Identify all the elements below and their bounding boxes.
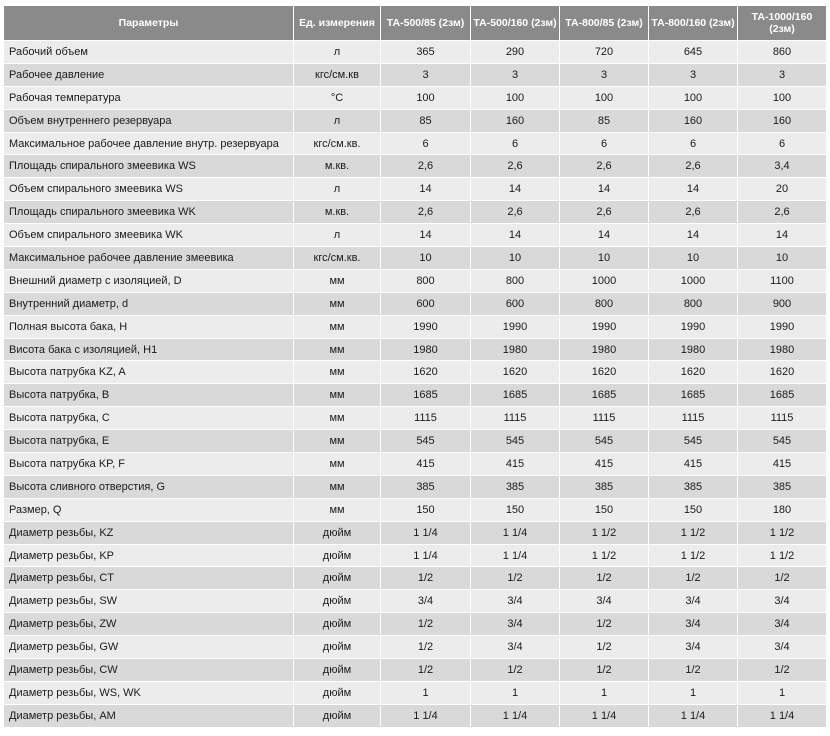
- cell-model-4: 150: [649, 498, 738, 521]
- cell-model-2: 415: [471, 453, 560, 476]
- cell-model-5: 1980: [738, 338, 827, 361]
- cell-model-1: 1: [381, 681, 471, 704]
- cell-model-4: 1 1/2: [649, 521, 738, 544]
- cell-model-4: 1000: [649, 269, 738, 292]
- table-row: [4, 178, 827, 201]
- cell-model-4: 3/4: [649, 590, 738, 613]
- table-row: [4, 407, 827, 430]
- table-row: [4, 453, 827, 476]
- cell-model-1: 545: [381, 430, 471, 453]
- cell-model-5: 3/4: [738, 590, 827, 613]
- cell-model-1: 1980: [381, 338, 471, 361]
- cell-model-3: 800: [560, 292, 649, 315]
- cell-model-3: 2,6: [560, 201, 649, 224]
- cell-model-2: 1: [471, 681, 560, 704]
- cell-unit: м.кв.: [294, 155, 381, 178]
- cell-unit: дюйм: [294, 681, 381, 704]
- cell-model-2: 10: [471, 247, 560, 270]
- cell-model-2: 1620: [471, 361, 560, 384]
- cell-param: Диаметр резьбы, SW: [4, 590, 294, 613]
- cell-model-1: 150: [381, 498, 471, 521]
- cell-param: Диаметр резьбы, KZ: [4, 521, 294, 544]
- cell-model-3: 1/2: [560, 567, 649, 590]
- cell-model-3: 1620: [560, 361, 649, 384]
- cell-model-2: 600: [471, 292, 560, 315]
- cell-model-3: 720: [560, 41, 649, 64]
- cell-param: Площадь спирального змеевика WK: [4, 201, 294, 224]
- cell-unit: дюйм: [294, 704, 381, 727]
- cell-model-4: 14: [649, 224, 738, 247]
- cell-model-4: 1115: [649, 407, 738, 430]
- cell-model-2: 1/2: [471, 659, 560, 682]
- cell-model-3: 3: [560, 63, 649, 86]
- cell-model-3: 2,6: [560, 155, 649, 178]
- cell-param: Высота патрубка, B: [4, 384, 294, 407]
- cell-unit: мм: [294, 384, 381, 407]
- cell-model-1: 1/2: [381, 567, 471, 590]
- cell-unit: кгс/см.кв: [294, 63, 381, 86]
- cell-model-5: 1685: [738, 384, 827, 407]
- table-body: [4, 41, 827, 728]
- cell-model-3: 14: [560, 178, 649, 201]
- specs-table: [3, 5, 827, 728]
- cell-model-5: 1/2: [738, 567, 827, 590]
- table-row: [4, 384, 827, 407]
- cell-model-5: 1990: [738, 315, 827, 338]
- table-row: [4, 590, 827, 613]
- cell-model-3: 10: [560, 247, 649, 270]
- cell-param: Полная высота бака, H: [4, 315, 294, 338]
- cell-model-3: 1 1/4: [560, 704, 649, 727]
- cell-model-5: 180: [738, 498, 827, 521]
- cell-model-1: 100: [381, 86, 471, 109]
- cell-param: Высота патрубка KZ, A: [4, 361, 294, 384]
- cell-param: Объем внутреннего резервуара: [4, 109, 294, 132]
- table-row: [4, 636, 827, 659]
- cell-param: Площадь спирального змеевика WS: [4, 155, 294, 178]
- cell-model-4: 10: [649, 247, 738, 270]
- cell-unit: мм: [294, 269, 381, 292]
- table-header: [4, 6, 827, 41]
- cell-param: Диаметр резьбы, AM: [4, 704, 294, 727]
- cell-model-4: 3: [649, 63, 738, 86]
- cell-model-3: 6: [560, 132, 649, 155]
- cell-model-5: 2,6: [738, 201, 827, 224]
- cell-model-1: 10: [381, 247, 471, 270]
- cell-model-5: 3/4: [738, 613, 827, 636]
- cell-model-1: 1/2: [381, 659, 471, 682]
- cell-unit: л: [294, 41, 381, 64]
- cell-model-2: 2,6: [471, 201, 560, 224]
- cell-unit: дюйм: [294, 567, 381, 590]
- cell-param: Максимальное рабочее давление внутр. резервуара: [4, 132, 294, 155]
- cell-model-2: 6: [471, 132, 560, 155]
- cell-model-2: 14: [471, 178, 560, 201]
- cell-unit: дюйм: [294, 590, 381, 613]
- cell-model-4: 2,6: [649, 201, 738, 224]
- cell-param: Висота бака с изоляцией, H1: [4, 338, 294, 361]
- table-row: [4, 544, 827, 567]
- cell-model-2: 3/4: [471, 613, 560, 636]
- cell-model-1: 85: [381, 109, 471, 132]
- cell-model-3: 1 1/2: [560, 521, 649, 544]
- cell-model-2: 1990: [471, 315, 560, 338]
- cell-model-2: 385: [471, 475, 560, 498]
- cell-model-4: 3/4: [649, 613, 738, 636]
- cell-model-3: 1980: [560, 338, 649, 361]
- cell-unit: мм: [294, 475, 381, 498]
- cell-unit: дюйм: [294, 636, 381, 659]
- cell-model-3: 1990: [560, 315, 649, 338]
- cell-model-5: 415: [738, 453, 827, 476]
- cell-model-4: 385: [649, 475, 738, 498]
- cell-model-2: 2,6: [471, 155, 560, 178]
- cell-model-4: 645: [649, 41, 738, 64]
- cell-param: Диаметр резьбы, ZW: [4, 613, 294, 636]
- cell-unit: °С: [294, 86, 381, 109]
- cell-model-2: 1115: [471, 407, 560, 430]
- cell-unit: мм: [294, 407, 381, 430]
- cell-model-4: 1: [649, 681, 738, 704]
- cell-unit: мм: [294, 498, 381, 521]
- cell-model-1: 1 1/4: [381, 704, 471, 727]
- cell-model-5: 900: [738, 292, 827, 315]
- cell-unit: мм: [294, 315, 381, 338]
- table-row: [4, 430, 827, 453]
- table-row: [4, 63, 827, 86]
- cell-model-1: 14: [381, 178, 471, 201]
- table-row: [4, 613, 827, 636]
- cell-model-5: 1 1/4: [738, 704, 827, 727]
- cell-model-4: 1 1/2: [649, 544, 738, 567]
- cell-model-4: 1990: [649, 315, 738, 338]
- cell-model-1: 2,6: [381, 201, 471, 224]
- cell-unit: кгс/см.кв.: [294, 247, 381, 270]
- cell-model-5: 1: [738, 681, 827, 704]
- cell-model-4: 1685: [649, 384, 738, 407]
- cell-unit: дюйм: [294, 613, 381, 636]
- cell-model-3: 1/2: [560, 636, 649, 659]
- cell-model-2: 1 1/4: [471, 544, 560, 567]
- table-row: [4, 681, 827, 704]
- cell-param: Внутренний диаметр, d: [4, 292, 294, 315]
- table-row: [4, 247, 827, 270]
- cell-model-4: 160: [649, 109, 738, 132]
- cell-model-4: 415: [649, 453, 738, 476]
- cell-model-1: 1620: [381, 361, 471, 384]
- cell-model-4: 1/2: [649, 567, 738, 590]
- cell-model-5: 385: [738, 475, 827, 498]
- cell-model-1: 365: [381, 41, 471, 64]
- table-row: [4, 201, 827, 224]
- cell-model-3: 385: [560, 475, 649, 498]
- cell-unit: л: [294, 109, 381, 132]
- table-row: [4, 521, 827, 544]
- cell-param: Размер, Q: [4, 498, 294, 521]
- cell-model-5: 1620: [738, 361, 827, 384]
- cell-model-1: 1115: [381, 407, 471, 430]
- cell-model-5: 10: [738, 247, 827, 270]
- cell-param: Внешний диаметр с изоляцией, D: [4, 269, 294, 292]
- cell-model-4: 1 1/4: [649, 704, 738, 727]
- cell-model-3: 1 1/2: [560, 544, 649, 567]
- cell-unit: мм: [294, 361, 381, 384]
- cell-param: Диаметр резьбы, CW: [4, 659, 294, 682]
- cell-model-2: 3/4: [471, 590, 560, 613]
- cell-model-5: 1 1/2: [738, 544, 827, 567]
- header-model-1: ТА-500/85 (2зм): [381, 6, 471, 41]
- table-row: [4, 361, 827, 384]
- cell-model-1: 1 1/4: [381, 521, 471, 544]
- cell-model-3: 545: [560, 430, 649, 453]
- table-row: [4, 338, 827, 361]
- cell-param: Диаметр резьбы, CT: [4, 567, 294, 590]
- cell-model-3: 150: [560, 498, 649, 521]
- cell-model-5: 3,4: [738, 155, 827, 178]
- cell-model-4: 800: [649, 292, 738, 315]
- cell-model-5: 3: [738, 63, 827, 86]
- cell-unit: мм: [294, 338, 381, 361]
- table-row: [4, 86, 827, 109]
- cell-model-1: 1685: [381, 384, 471, 407]
- cell-unit: мм: [294, 453, 381, 476]
- cell-model-3: 1685: [560, 384, 649, 407]
- cell-model-5: 14: [738, 224, 827, 247]
- table-row: [4, 567, 827, 590]
- cell-unit: дюйм: [294, 521, 381, 544]
- cell-unit: л: [294, 224, 381, 247]
- cell-model-1: 600: [381, 292, 471, 315]
- cell-model-2: 800: [471, 269, 560, 292]
- cell-model-3: 1115: [560, 407, 649, 430]
- cell-model-1: 14: [381, 224, 471, 247]
- cell-model-2: 14: [471, 224, 560, 247]
- cell-model-3: 1000: [560, 269, 649, 292]
- cell-unit: дюйм: [294, 659, 381, 682]
- cell-model-3: 14: [560, 224, 649, 247]
- cell-model-5: 160: [738, 109, 827, 132]
- cell-model-5: 860: [738, 41, 827, 64]
- header-model-4: ТА-800/160 (2зм): [649, 6, 738, 41]
- cell-param: Объем спирального змеевика WK: [4, 224, 294, 247]
- cell-model-1: 800: [381, 269, 471, 292]
- cell-model-5: 1/2: [738, 659, 827, 682]
- header-model-2: ТА-500/160 (2зм): [471, 6, 560, 41]
- cell-model-1: 2,6: [381, 155, 471, 178]
- cell-model-4: 6: [649, 132, 738, 155]
- cell-model-1: 1/2: [381, 613, 471, 636]
- cell-param: Максимальное рабочее давление змеевика: [4, 247, 294, 270]
- cell-unit: мм: [294, 292, 381, 315]
- cell-model-2: 160: [471, 109, 560, 132]
- cell-unit: л: [294, 178, 381, 201]
- cell-model-4: 3/4: [649, 636, 738, 659]
- cell-model-4: 100: [649, 86, 738, 109]
- table-row: [4, 475, 827, 498]
- cell-model-2: 3/4: [471, 636, 560, 659]
- cell-param: Диаметр резьбы, WS, WK: [4, 681, 294, 704]
- cell-param: Высота патрубка, C: [4, 407, 294, 430]
- table-row: [4, 41, 827, 64]
- cell-unit: мм: [294, 430, 381, 453]
- cell-model-1: 1 1/4: [381, 544, 471, 567]
- cell-model-2: 1980: [471, 338, 560, 361]
- cell-param: Диаметр резьбы, GW: [4, 636, 294, 659]
- cell-model-5: 6: [738, 132, 827, 155]
- table-row: [4, 132, 827, 155]
- table-row: [4, 498, 827, 521]
- cell-model-3: 1: [560, 681, 649, 704]
- cell-model-5: 545: [738, 430, 827, 453]
- cell-param: Объем спирального змеевика WS: [4, 178, 294, 201]
- cell-model-1: 3/4: [381, 590, 471, 613]
- cell-model-4: 1620: [649, 361, 738, 384]
- table-row: [4, 269, 827, 292]
- header-param: Параметры: [4, 6, 294, 41]
- cell-model-4: 14: [649, 178, 738, 201]
- cell-param: Диаметр резьбы, KP: [4, 544, 294, 567]
- cell-model-2: 150: [471, 498, 560, 521]
- cell-param: Рабочее давление: [4, 63, 294, 86]
- cell-model-1: 3: [381, 63, 471, 86]
- cell-unit: кгс/см.кв.: [294, 132, 381, 155]
- cell-model-1: 415: [381, 453, 471, 476]
- cell-unit: дюйм: [294, 544, 381, 567]
- cell-model-2: 1 1/4: [471, 521, 560, 544]
- cell-param: Высота сливного отверстия, G: [4, 475, 294, 498]
- cell-model-4: 1/2: [649, 659, 738, 682]
- cell-model-2: 1685: [471, 384, 560, 407]
- cell-model-2: 1 1/4: [471, 704, 560, 727]
- header-unit: Ед. измерения: [294, 6, 381, 41]
- cell-model-5: 1115: [738, 407, 827, 430]
- cell-param: Высота патрубка KP, F: [4, 453, 294, 476]
- cell-model-5: 1100: [738, 269, 827, 292]
- cell-model-2: 100: [471, 86, 560, 109]
- cell-model-3: 100: [560, 86, 649, 109]
- cell-model-5: 20: [738, 178, 827, 201]
- table-row: [4, 659, 827, 682]
- cell-unit: м.кв.: [294, 201, 381, 224]
- cell-model-5: 100: [738, 86, 827, 109]
- cell-model-3: 1/2: [560, 613, 649, 636]
- cell-model-5: 3/4: [738, 636, 827, 659]
- cell-model-5: 1 1/2: [738, 521, 827, 544]
- cell-model-1: 1990: [381, 315, 471, 338]
- table-row: [4, 224, 827, 247]
- table-row: [4, 704, 827, 727]
- cell-model-3: 415: [560, 453, 649, 476]
- cell-model-2: 545: [471, 430, 560, 453]
- cell-param: Высота патрубка, E: [4, 430, 294, 453]
- cell-model-2: 3: [471, 63, 560, 86]
- cell-model-2: 1/2: [471, 567, 560, 590]
- cell-model-4: 2,6: [649, 155, 738, 178]
- cell-model-3: 1/2: [560, 659, 649, 682]
- header-row: [4, 6, 827, 41]
- cell-model-2: 290: [471, 41, 560, 64]
- cell-model-1: 385: [381, 475, 471, 498]
- table-row: [4, 109, 827, 132]
- header-model-5: ТА-1000/160 (2зм): [738, 6, 827, 41]
- cell-param: Рабочая температура: [4, 86, 294, 109]
- cell-model-4: 545: [649, 430, 738, 453]
- cell-model-3: 3/4: [560, 590, 649, 613]
- cell-model-1: 1/2: [381, 636, 471, 659]
- cell-model-1: 6: [381, 132, 471, 155]
- cell-model-4: 1980: [649, 338, 738, 361]
- cell-model-3: 85: [560, 109, 649, 132]
- table-row: [4, 292, 827, 315]
- header-model-3: ТА-800/85 (2зм): [560, 6, 649, 41]
- cell-param: Рабочий объем: [4, 41, 294, 64]
- table-row: [4, 315, 827, 338]
- table-row: [4, 155, 827, 178]
